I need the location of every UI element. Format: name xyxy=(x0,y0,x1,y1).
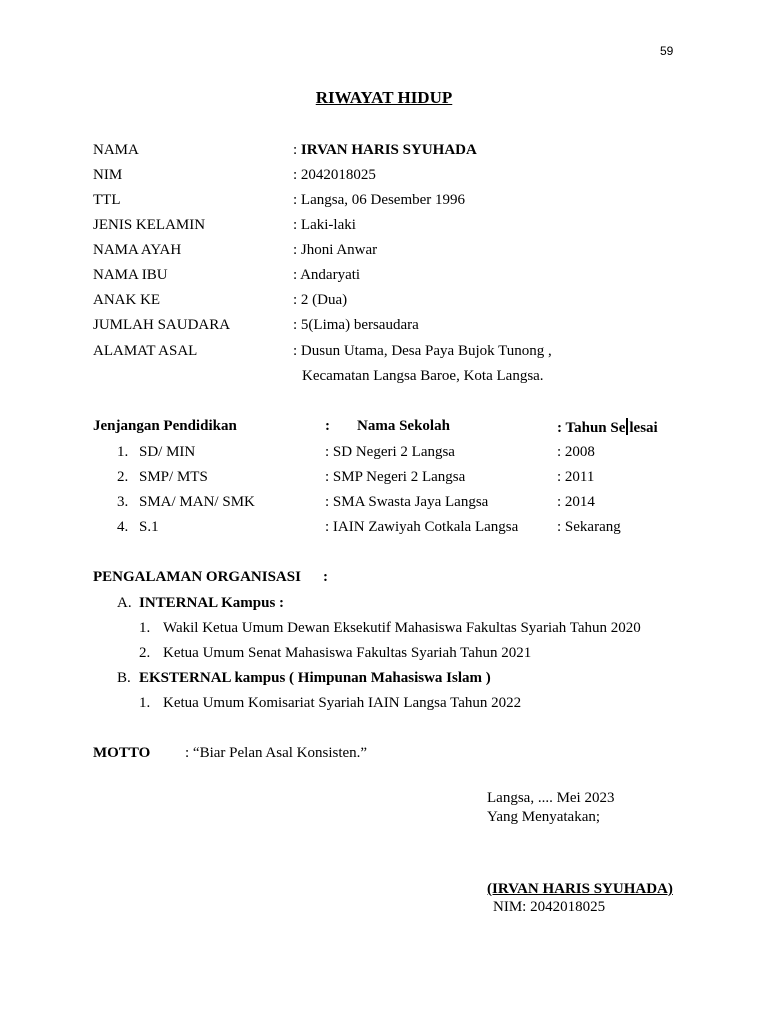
bio-value-address-cont: Kecamatan Langsa Baroe, Kota Langsa. xyxy=(302,368,544,384)
bio-value-nama: : IRVAN HARIS SYUHADA xyxy=(293,142,477,158)
signature-statement: Yang Menyatakan; xyxy=(487,809,601,825)
internal-item-num: 2. xyxy=(139,645,151,661)
motto-text: : “Biar Pelan Asal Konsisten.” xyxy=(185,745,368,761)
bio-value-address: : Dusun Utama, Desa Paya Bujok Tunong , xyxy=(293,343,552,359)
internal-item-num: 1. xyxy=(139,620,151,636)
education-row-year: : 2008 xyxy=(557,444,595,460)
organization-heading-colon: : xyxy=(323,569,328,585)
education-row-school: : SMA Swasta Jaya Langsa xyxy=(325,494,489,510)
bio-label-nim: NIM xyxy=(93,167,123,183)
bio-label-child-order: ANAK KE xyxy=(93,292,161,308)
bio-value-child-order: : 2 (Dua) xyxy=(293,292,348,308)
bio-value-nim: : 2042018025 xyxy=(293,167,376,183)
education-row-num: 2. xyxy=(117,469,129,485)
bio-value-father: : Jhoni Anwar xyxy=(293,242,378,258)
internal-title: INTERNAL Kampus : xyxy=(139,595,285,611)
bio-value-gender: : Laki-laki xyxy=(293,217,356,233)
internal-item-text: Ketua Umum Senat Mahasiswa Fakultas Syariah Tahun 2021 xyxy=(163,645,532,661)
motto-label: MOTTO xyxy=(93,745,151,761)
education-row-school: : SD Negeri 2 Langsa xyxy=(325,444,455,460)
education-row-year: : 2011 xyxy=(557,469,595,485)
page-title: RIWAYAT HIDUP xyxy=(315,88,453,107)
education-row-year: : Sekarang xyxy=(557,519,621,535)
education-row-level: SMA/ MAN/ SMK xyxy=(139,494,255,510)
education-row-school: : IAIN Zawiyah Cotkala Langsa xyxy=(325,519,519,535)
education-row-num: 1. xyxy=(117,444,129,460)
bio-value-ttl: : Langsa, 06 Desember 1996 xyxy=(293,192,466,208)
external-item-num: 1. xyxy=(139,695,151,711)
education-row-year: : 2014 xyxy=(557,494,595,510)
education-header-level: Jenjangan Pendidikan xyxy=(93,418,237,434)
external-letter: B. xyxy=(117,670,131,686)
education-row-num: 4. xyxy=(117,519,129,535)
bio-value-mother: : Andaryati xyxy=(293,267,361,283)
signature-name: (IRVAN HARIS SYUHADA) xyxy=(487,881,673,897)
external-item-text: Ketua Umum Komisariat Syariah IAIN Langsa Tahun 2022 xyxy=(163,695,522,711)
bio-label-address: ALAMAT ASAL xyxy=(93,343,198,359)
signature-place-date: Langsa, .... Mei 2023 xyxy=(487,790,615,806)
bio-label-father: NAMA AYAH xyxy=(93,242,182,258)
page-number: 59 xyxy=(660,44,674,58)
bio-label-mother: NAMA IBU xyxy=(93,267,168,283)
internal-letter: A. xyxy=(117,595,132,611)
bio-label-nama: NAMA xyxy=(93,142,139,158)
education-row-num: 3. xyxy=(117,494,129,510)
external-title: EKSTERNAL kampus ( Himpunan Mahasiswa Islam ) xyxy=(139,670,491,686)
student-name: IRVAN HARIS SYUHADA xyxy=(300,142,477,158)
education-header-school: Nama Sekolah xyxy=(357,418,450,434)
organization-heading: PENGALAMAN ORGANISASI xyxy=(93,569,301,585)
signature-nim: NIM: 2042018025 xyxy=(493,899,606,915)
education-header-year: : Tahun Se lesai xyxy=(557,420,658,436)
education-row-level: S.1 xyxy=(139,519,159,535)
education-header-colon: : xyxy=(325,418,330,434)
education-row-school: : SMP Negeri 2 Langsa xyxy=(325,469,466,485)
bio-label-siblings: JUMLAH SAUDARA xyxy=(93,317,231,333)
education-row-level: SMP/ MTS xyxy=(139,469,208,485)
education-row-level: SD/ MIN xyxy=(139,444,196,460)
bio-value-siblings: : 5(Lima) bersaudara xyxy=(293,317,419,333)
bio-label-ttl: TTL xyxy=(93,192,121,208)
bio-label-gender: JENIS KELAMIN xyxy=(93,217,206,233)
internal-item-text: Wakil Ketua Umum Dewan Eksekutif Mahasiswa Fakultas Syariah Tahun 2020 xyxy=(163,620,641,636)
